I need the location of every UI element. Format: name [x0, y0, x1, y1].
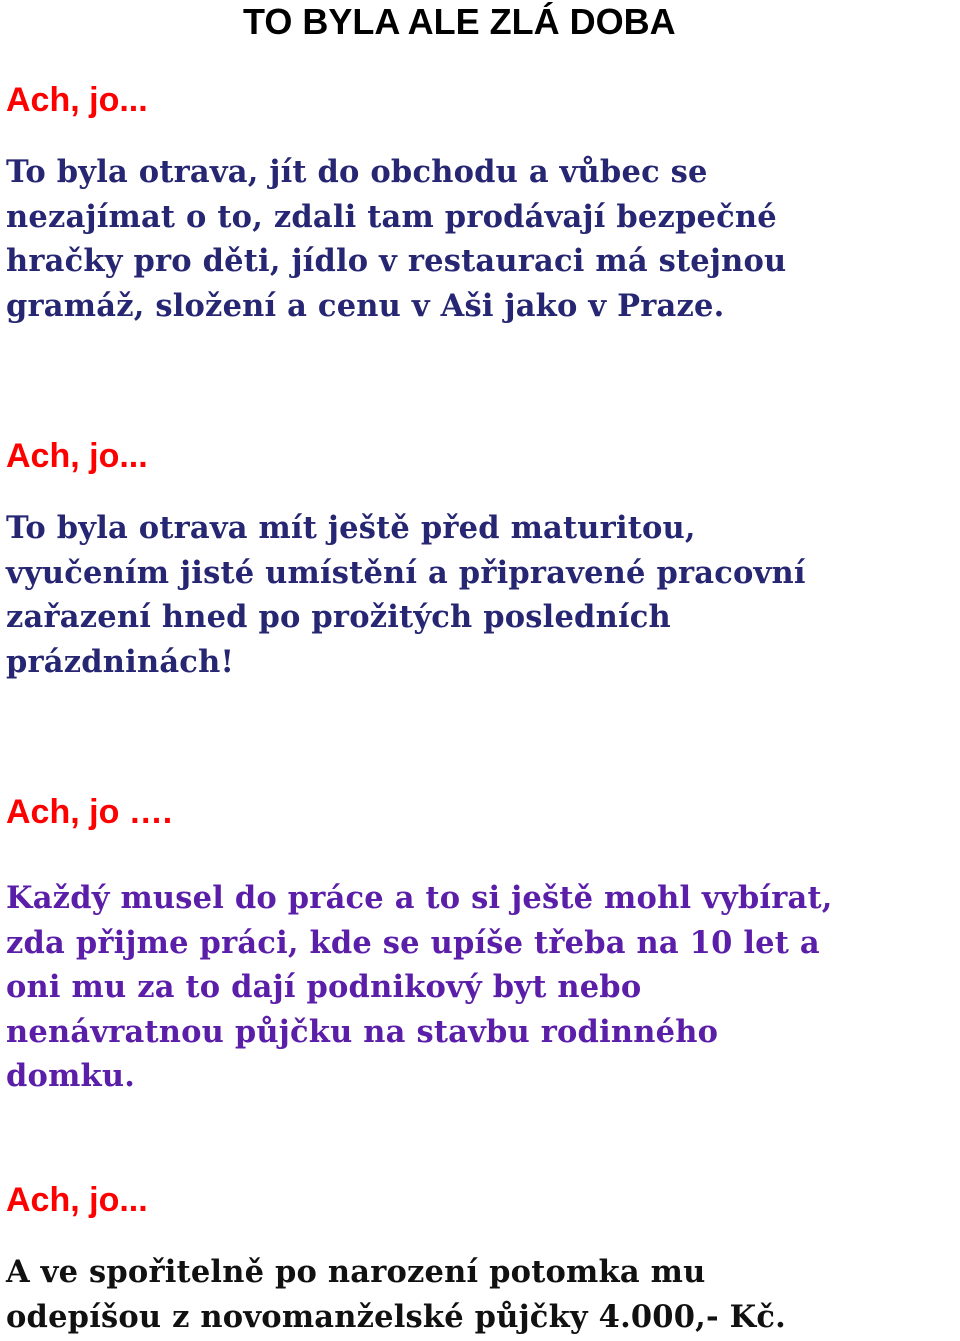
paragraph-line: hračky pro děti, jídlo v restauraci má stejnou	[6, 243, 787, 279]
paragraph-line: zda přijme práci, kde se upíše třeba na 10 let a	[6, 924, 820, 961]
paragraph-line: nezajímat o to, zdali tam prodávají bezpečné	[6, 198, 777, 235]
section-1	[6, 80, 960, 328]
paragraph-line: To byla otrava, jít do obchodu a vůbec se	[6, 154, 708, 190]
section-paragraph	[6, 876, 960, 1099]
paragraph-line: domku.	[6, 1058, 136, 1094]
paragraph-line: nenávratnou půjčku na stavbu rodinného	[6, 1013, 719, 1050]
paragraph-line: vyučením jisté umístění a připravené pracovní	[6, 554, 806, 591]
paragraph-line: To byla otrava mít ještě před maturitou,	[6, 510, 696, 546]
paragraph-line: odepíšou z novomanželské půjčky 4.000,- Kč.	[6, 1298, 786, 1335]
paragraph-line: prázdninách!	[6, 643, 235, 680]
section-paragraph	[6, 506, 960, 684]
paragraph-line: oni mu za to dají podnikový byt nebo	[6, 969, 642, 1005]
section-heading: Ach, jo...	[6, 81, 148, 119]
page-title: TO BYLA ALE ZLÁ DOBA	[243, 1, 676, 42]
paragraph-line: zařazení hned po prožitých posledních	[6, 599, 671, 635]
section-heading: Ach, jo...	[6, 437, 148, 475]
paragraph-line: gramáž, složení a cenu v Aši jako v Praze.	[6, 287, 725, 324]
section-3	[6, 792, 960, 1099]
section-2	[6, 436, 960, 684]
section-paragraph	[6, 150, 960, 328]
section-heading: Ach, jo...	[6, 1181, 148, 1219]
section-paragraph	[6, 1250, 960, 1339]
section-4	[6, 1180, 960, 1339]
paragraph-line: Každý musel do práce a to si ještě mohl vybírat,	[6, 880, 833, 916]
paragraph-line: A ve spořitelně po narození potomka mu	[6, 1254, 706, 1290]
section-heading: Ach, jo ….	[6, 793, 173, 831]
